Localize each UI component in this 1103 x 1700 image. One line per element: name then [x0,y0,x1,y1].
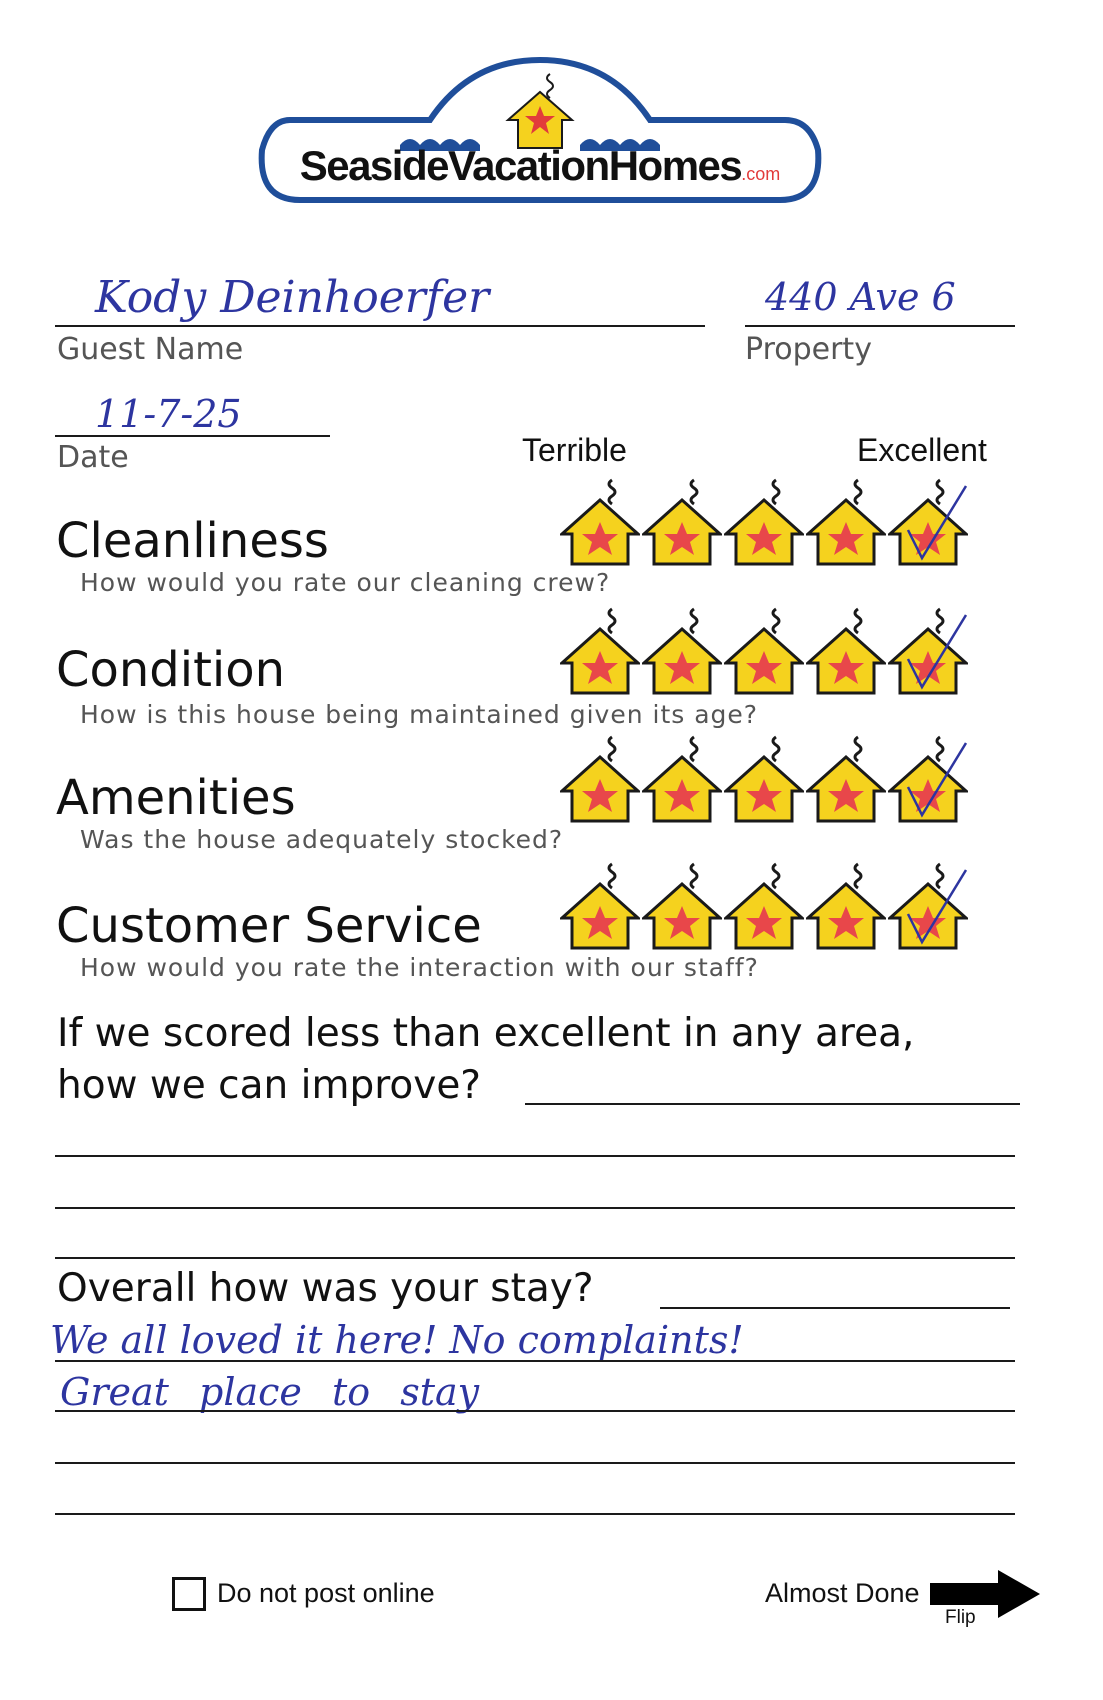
almost-done-label: Almost Done [765,1578,920,1608]
category-question-amenities: Was the house adequately stocked? [80,825,564,854]
rating-house-icon[interactable] [724,478,804,568]
rating-row-cleanliness[interactable] [560,478,970,568]
improve-question-line1: If we scored less than excellent in any area, [57,1011,915,1056]
improve-answer-line-1[interactable] [525,1103,1020,1105]
date-line [55,435,330,437]
rating-row-amenities[interactable] [560,735,970,825]
guest-name-value[interactable]: Kody Deinhoerfer [95,272,490,323]
rating-house-icon[interactable] [642,862,722,952]
overall-answer-text-1[interactable]: We all loved it here! No complaints! [50,1318,744,1362]
category-title-cleanliness: Cleanliness [56,513,329,569]
category-title-condition: Condition [56,642,286,698]
rating-row-condition[interactable] [560,607,970,697]
category-question-cleanliness: How would you rate our cleaning crew? [80,568,611,597]
improve-answer-line-4[interactable] [55,1257,1015,1259]
date-value[interactable]: 11-7-25 [95,392,242,436]
rating-house-icon[interactable] [642,607,722,697]
rating-house-icon[interactable] [560,735,640,825]
rating-house-icon[interactable] [888,607,968,697]
guest-name-line [55,325,705,327]
rating-house-icon[interactable] [806,478,886,568]
scale-label-terrible: Terrible [522,432,627,468]
guest-name-caption: Guest Name [57,332,244,367]
overall-answer-line-3[interactable] [55,1462,1015,1464]
improve-answer-line-3[interactable] [55,1207,1015,1209]
overall-answer-text-2[interactable]: Great place to stay [60,1370,480,1414]
rating-house-icon[interactable] [806,607,886,697]
overall-answer-line-1[interactable] [55,1360,1015,1362]
rating-house-icon[interactable] [642,478,722,568]
category-question-condition: How is this house being maintained given its age? [80,700,759,729]
category-question-customer-service: How would you rate the interaction with our staff? [80,953,759,982]
flip-label: Flip [945,1607,976,1628]
date-caption: Date [57,440,129,475]
rating-house-icon[interactable] [806,862,886,952]
category-title-amenities: Amenities [56,770,296,826]
rating-house-icon[interactable] [888,735,968,825]
company-logo [250,50,830,210]
logo-brand-text: SeasideVacationHomes [299,142,742,189]
overall-answer-line-0[interactable] [660,1307,1010,1309]
rating-house-icon[interactable] [724,735,804,825]
rating-house-icon[interactable] [724,862,804,952]
do-not-post-checkbox[interactable] [172,1577,206,1611]
rating-house-icon[interactable] [888,478,968,568]
overall-question: Overall how was your stay? [57,1266,594,1311]
rating-house-icon[interactable] [642,735,722,825]
scale-label-excellent: Excellent [857,432,987,468]
rating-house-icon[interactable] [560,607,640,697]
logo-suffix-text: .com [741,164,781,184]
do-not-post-label: Do not post online [217,1578,435,1608]
property-line [745,325,1015,327]
overall-answer-line-2[interactable] [55,1410,1015,1412]
improve-question-line2: how we can improve? [57,1063,482,1108]
rating-house-icon[interactable] [888,862,968,952]
overall-answer-line-4[interactable] [55,1513,1015,1515]
logo-wordmark [270,142,810,190]
category-title-customer-service: Customer Service [56,898,482,954]
rating-house-icon[interactable] [560,478,640,568]
rating-house-icon[interactable] [560,862,640,952]
property-value[interactable]: 440 Ave 6 [765,275,956,319]
improve-answer-line-2[interactable] [55,1155,1015,1157]
property-caption: Property [745,332,872,367]
rating-house-icon[interactable] [806,735,886,825]
rating-house-icon[interactable] [724,607,804,697]
rating-row-customer-service[interactable] [560,862,970,952]
